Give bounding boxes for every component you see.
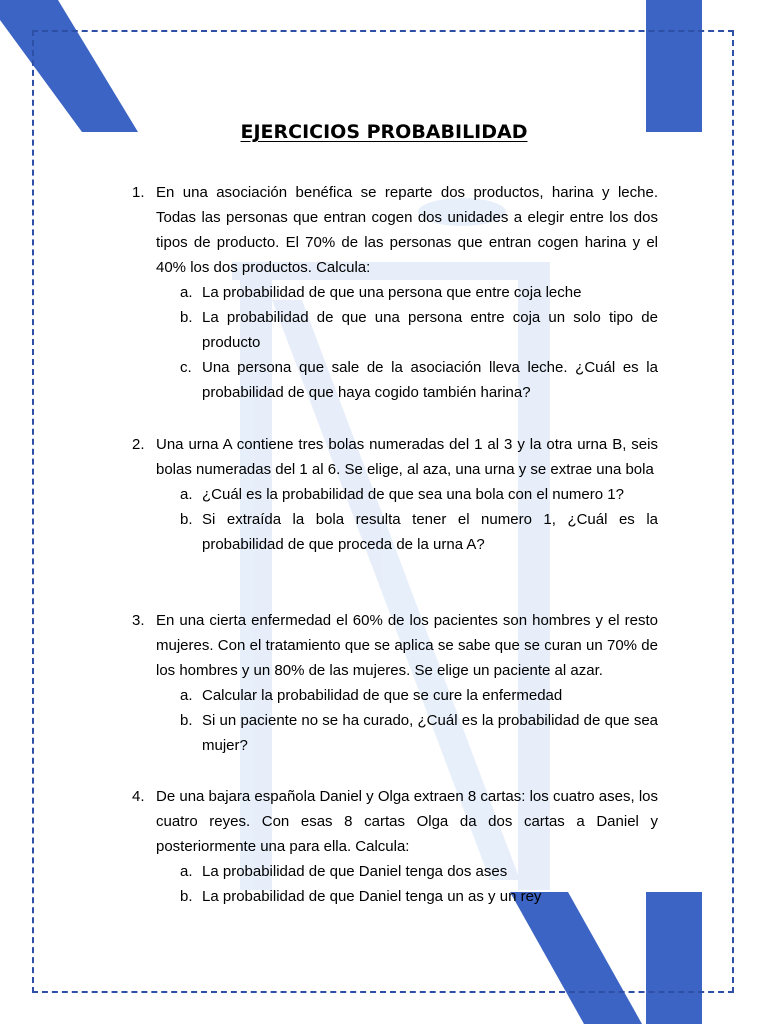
exercise-item	[156, 507, 658, 557]
item-text: Si un paciente no se ha curado, ¿Cuál es la probabilidad de que sea mujer?	[202, 712, 658, 754]
exercise-number: 4.	[132, 788, 145, 805]
exercise-item	[156, 305, 658, 355]
item-letter: b.	[180, 309, 193, 326]
item-text: La probabilidad de que una persona que entre coja leche	[202, 284, 582, 301]
exercise-item	[156, 884, 658, 909]
exercise-text: Una urna A contiene tres bolas numeradas del 1 al 3 y la otra urna B, seis bolas numeradas del 1 al 6. Se elige, al aza, una urna y se extrae una bola	[156, 436, 658, 478]
exercise-item	[156, 482, 658, 507]
item-letter: b.	[180, 888, 193, 905]
item-letter: c.	[180, 359, 192, 376]
item-text: La probabilidad de que una persona entre coja un solo tipo de producto	[202, 309, 658, 351]
exercise-1	[132, 180, 658, 405]
item-text: ¿Cuál es la probabilidad de que sea una bola con el numero 1?	[202, 486, 624, 503]
item-text: La probabilidad de que Daniel tenga dos ases	[202, 863, 508, 880]
exercise-item	[156, 708, 658, 758]
exercise-text: De una bajara española Daniel y Olga extraen 8 cartas: los cuatro ases, los cuatro reyes. Con esas 8 cartas Olga da dos cartas a Daniel y posteriormente una para ella. Calcula:	[156, 788, 658, 855]
exercise-text: En una cierta enfermedad el 60% de los pacientes son hombres y el resto mujeres. Con el tratamiento que se aplica se sabe que se curan un 70% de los hombres y un 80% de las mujeres. Se elige un paciente al azar.	[156, 612, 658, 679]
exercise-item	[156, 355, 658, 405]
item-letter: a.	[180, 486, 193, 503]
item-letter: b.	[180, 712, 193, 729]
item-text: Una persona que sale de la asociación lleva leche. ¿Cuál es la probabilidad de que haya cogido también harina?	[202, 359, 658, 401]
item-letter: b.	[180, 511, 193, 528]
exercise-3	[132, 608, 658, 758]
item-text: La probabilidad de que Daniel tenga un as y un rey	[202, 888, 542, 905]
page-title: EJERCICIOS PROBABILIDAD	[240, 121, 528, 143]
exercise-number: 1.	[132, 184, 145, 201]
item-text: Si extraída la bola resulta tener el numero 1, ¿Cuál es la probabilidad de que proceda de la urna A?	[202, 511, 658, 553]
item-letter: a.	[180, 863, 193, 880]
exercise-item	[156, 683, 658, 708]
item-letter: a.	[180, 687, 193, 704]
exercise-2	[132, 432, 658, 557]
exercise-item	[156, 280, 658, 305]
exercise-number: 3.	[132, 612, 145, 629]
exercise-text: En una asociación benéfica se reparte dos productos, harina y leche. Todas las personas que entran cogen dos unidades a elegir entre los dos tipos de producto. El 70% de las personas que entran cogen harina y el 40% los dos productos. Calcula:	[156, 184, 658, 276]
exercise-item	[156, 859, 658, 884]
exercise-number: 2.	[132, 436, 145, 453]
item-letter: a.	[180, 284, 193, 301]
item-text: Calcular la probabilidad de que se cure la enfermedad	[202, 687, 563, 704]
exercise-4	[132, 784, 658, 909]
